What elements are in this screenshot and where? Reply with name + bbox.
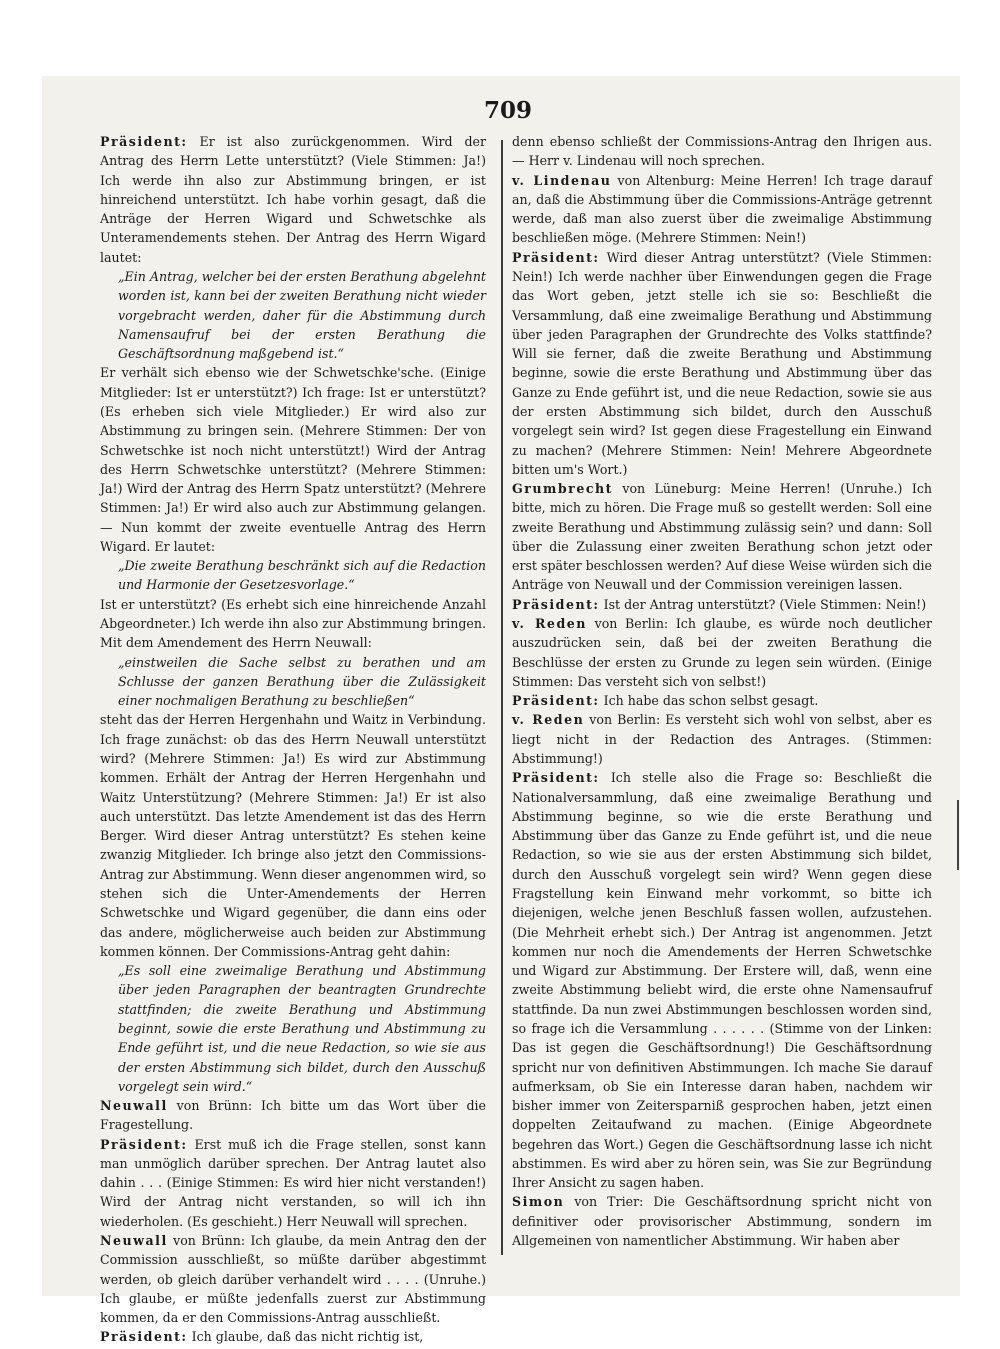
paragraph [100, 595, 486, 653]
paragraph-text: von Altenburg: Meine Herren! Ich trage darauf an, daß die Abstimmung über die Commissions-Anträge getrennt werde, daß man also zuerst über die zweimalige Abstimmung beschließen möge. (Mehrere Stimmen: Nein!) [512, 172, 932, 246]
paragraph-text: von Trier: Die Geschäftsordnung spricht nicht von definitiver oder provisorischer Abstimmung, sondern im Allgemeinen von namentlicher Abstimmung. Wir haben aber [512, 1194, 932, 1249]
paragraph [100, 710, 486, 961]
paragraph-text: Ich stelle also die Frage so: Beschließt die Nationalversammlung, daß eine zweimalige Berathung und Abstimmung beginne, so wie die erste Berathung und Abstimmung über das Ganze zu Ende geführt ist, und die neue Redaction, so wie sie aus der ersten Abstimmung sich bildet, durch den Ausschuß vorgelegt sein wird? Wenn gegen diese Fragstellung kein Einwand mehr vorkommt, so bitte ich diejenigen, welche jenen Beschluß fassen wollen, aufzustehen. (Die Mehrheit erhebt sich.) Der Antrag ist angenommen. Jetzt kommen nur noch die Amendements der Herren Schwetschke und Wigard zur Abstimmung. Der Erstere will, daß, wenn eine zweite Abstimmung beliebt wird, die erste ohne Namensaufruf stattfinde. Da nun zwei Abstimmungen beschlossen worden sind, so frage ich die Versammlung . . . . . . (Stimme von der Linken: Das ist gegen die Geschäftsordnung!) Die Geschäftsordnung spricht nur von definitiven Abstimmungen. Ich mache Sie darauf aufmerksam, ob Sie ein Interesse daran haben, nachdem wir bisher immer von Zeitersparniß gesprochen haben, jetzt einen doppelten Zeitaufwand zu machen. (Einige Abgeordnete begehren das Wort.) Gegen die Geschäftsordnung lasse ich nicht abstimmen. Es wird aber zu hören sein, was Sie zur Begründung Ihrer Ansicht zu sagen haben. [512, 770, 932, 1191]
speaker-name: Präsident: [100, 1329, 188, 1345]
speaker-name: Grumbrecht [512, 481, 613, 497]
speaker-name: Präsident: [100, 134, 188, 149]
paragraph-text: Erst muß ich die Frage stellen, sonst kann man unmöglich darüber sprechen. Der Antrag lautet also dahin . . . (Einige Stimmen: Es wird hier nicht verstanden!) Wird der Antrag nicht verstanden, so will ich ihn wiederholen. (Es geschieht.) Herr Neuwall will sprechen. [100, 1136, 486, 1229]
paragraph-text: von Berlin: Es versteht sich wohl von selbst, aber es liegt nicht in der Redaction des Antrages. (Stimmen: Abstimmung!) [512, 712, 932, 766]
paragraph-text: „Es soll eine zweimalige Berathung und Abstimmung über jeden Paragraphen der beantragten Grundrechte stattfinden; die zweite Berathung und Abstimmung beginnt, sowie die erste Berathung und Abstimmung zu Ende geführt ist, und die neue Redaction, so wie sie aus der ersten Abstimmung sich bildet, durch den Ausschuß vorgelegt sein wird.“ [118, 963, 486, 1094]
paragraph [118, 961, 486, 1096]
speaker-name: Präsident: [100, 1136, 188, 1152]
paragraph [512, 614, 932, 691]
paragraph [512, 595, 932, 614]
paragraph [512, 132, 932, 171]
speaker-name: Präsident: [512, 770, 600, 786]
paragraph [100, 1096, 486, 1135]
speaker-name: Präsident: [512, 693, 600, 709]
paragraph-text: Ist der Antrag unterstützt? (Viele Stimmen: Nein!) [603, 596, 927, 612]
paragraph-text: Ist er unterstützt? (Es erhebt sich eine hinreichende Anzahl Abgeordneter.) Ich werde ihn also zur Abstimmung bringen. Mit dem Amendement des Herrn Neuwall: [100, 596, 486, 651]
speaker-name: Simon [512, 1194, 565, 1210]
speaker-name: Neuwall [100, 1233, 168, 1249]
right-column [512, 132, 932, 1250]
paragraph [100, 363, 486, 556]
paragraph-text: „Ein Antrag, welcher bei der ersten Berathung abgelehnt worden ist, kann bei der zweiten Berathung nicht wieder vorgebracht werden, daher für die Abstimmung durch Namensaufruf bei der ersten Berathung die Geschäftsordnung maßgebend ist.“ [118, 268, 486, 362]
paragraph [512, 171, 932, 248]
paragraph-text: von Brünn: Ich bitte um das Wort über die Fragestellung. [100, 1098, 486, 1133]
speaker-name: Neuwall [100, 1098, 168, 1114]
paragraph-text: „Die zweite Berathung beschränkt sich auf die Redaction und Harmonie der Gesetzesvorlage.“ [118, 558, 486, 593]
paragraph [100, 132, 486, 267]
paragraph [512, 710, 932, 768]
paragraph-text: „einstweilen die Sache selbst zu berathen und am Schlusse der ganzen Berathung über die Zulässigkeit einer nochmaligen Berathung zu beschließen“ [118, 654, 486, 709]
paragraph [118, 267, 486, 363]
paragraph-text: Wird dieser Antrag unterstützt? (Viele Stimmen: Nein!) Ich werde nachher über Einwendungen gegen die Frage das Wort geben, jetzt stelle ich sie so: Beschließt die Versammlung, daß eine zweimalige Berathung und Abstimmung über jeden Paragraphen der Grundrechte des Volks stattfinde? Will sie ferner, daß die zweite Berathung und Abstimmung beginne, sowie die erste Berathung und Abstimmung über das Ganze zu Ende geführt ist, und die neue Redaction, sowie sie aus der ersten Abstimmung sich bildet, durch den Ausschuß vorgelegt sein wird? Ist gegen diese Fragestellung ein Einwand zu machen? (Mehrere Stimmen: Nein! Mehrere Abgeordnete bitten um's Wort.) [512, 249, 932, 477]
paragraph [100, 1327, 486, 1346]
paragraph [512, 768, 932, 1192]
speaker-name: v. Lindenau [512, 172, 612, 188]
paragraph [118, 653, 486, 711]
paragraph [100, 1135, 486, 1231]
paragraph-text: Er ist also zurückgenommen. Wird der Antrag des Herrn Lette unterstützt? (Viele Stimmen: Ja!) Ich werde ihn also zur Abstimmung bringen, er ist hinreichend unterstützt. Ich habe vorhin gesagt, daß die Anträge der Herren Wigard und Schwetschke als Unteramendements stehen. Der Antrag des Herrn Wigard lautet: [100, 134, 486, 265]
speaker-name: v. Reden [512, 712, 585, 728]
left-column [100, 132, 486, 1347]
paragraph-text: steht das der Herren Hergenhahn und Waitz in Verbindung. Ich frage zunächst: ob das des Herrn Neuwall unterstützt wird? (Mehrere Stimmen: Ja!) Es wird zur Abstimmung kommen. Erhält der Antrag der Herren Hergenhahn und Waitz Unterstützung? (Mehrere Stimmen: Ja!) Er ist also auch unterstützt. Das letzte Amendement ist das des Herrn Berger. Wird dieser Antrag unterstützt? Es stehen keine zwanzig Mitglieder. Ich bringe also jetzt den Commissions-Antrag zur Abstimmung. Wenn dieser angenommen wird, so stehen sich die Unter-Amendements der Herren Schwetschke und Wigard gegenüber, die dann eins oder das andere, möglicherweise auch beiden zur Abstimmung kommen können. Der Commissions-Antrag geht dahin: [100, 712, 486, 959]
paragraph-text: von Lüneburg: Meine Herren! (Unruhe.) Ich bitte, mich zu hören. Die Frage muß so gestellt werden: Soll eine zweite Berathung und Abstimmung zulässig sein? und dann: Soll über die Zulassung einer zweiten Berathung schon jetzt oder erst später beschlossen werden? Auf diese Weise würden sich die Anträge von Neuwall und der Commission vereinigen lassen. [512, 481, 932, 593]
column-divider [501, 140, 503, 1255]
paragraph-text: denn ebenso schließt der Commissions-Antrag den Ihrigen aus. — Herr v. Lindenau will noch sprechen. [512, 134, 932, 169]
page-number: 709 [483, 97, 532, 124]
paragraph [512, 248, 932, 479]
paragraph [512, 479, 932, 595]
speaker-name: v. Reden [512, 616, 587, 632]
paragraph [118, 556, 486, 595]
paragraph-text: von Brünn: Ich glaube, da mein Antrag den der Commission ausschließt, so müßte darüber abgestimmt werden, ob gleich darüber verhandelt wird . . . . (Unruhe.) Ich glaube, er müßte jedenfalls zuerst zur Abstimmung kommen, da er den Commissions-Antrag ausschließt. [100, 1233, 486, 1326]
speaker-name: Präsident: [512, 249, 600, 265]
paragraph-text: Ich habe das schon selbst gesagt. [603, 693, 819, 709]
paragraph-text: Ich glaube, daß das nicht richtig ist, [191, 1329, 424, 1345]
paragraph [512, 1192, 932, 1250]
margin-mark [957, 800, 959, 870]
speaker-name: Präsident: [512, 596, 600, 612]
paragraph-text: von Berlin: Ich glaube, es würde noch deutlicher auszudrücken sein, daß bei der zweiten Berathung die Beschlüsse der ersten zu Grunde zu legen sein würden. (Einige Stimmen: Das versteht sich von selbst!) [512, 616, 932, 689]
paragraph [100, 1231, 486, 1327]
paragraph-text: Er verhält sich ebenso wie der Schwetschke'sche. (Einige Mitglieder: Ist er unterstützt?) Ich frage: Ist er unterstützt? (Es erheben sich viele Mitglieder.) Er wird also zur Abstimmung zu bringen sein. (Mehrere Stimmen: Der von Schwetschke ist noch nicht unterstützt!) Wird der Antrag des Herrn Schwetschke unterstützt? (Mehrere Stimmen: Ja!) Wird der Antrag des Herrn Spatz unterstützt? (Mehrere Stimmen: Ja!) Er wird also auch zur Abstimmung gelangen. — Nun kommt der zweite eventuelle Antrag des Herrn Wigard. Er lautet: [100, 365, 486, 554]
paragraph [512, 691, 932, 710]
